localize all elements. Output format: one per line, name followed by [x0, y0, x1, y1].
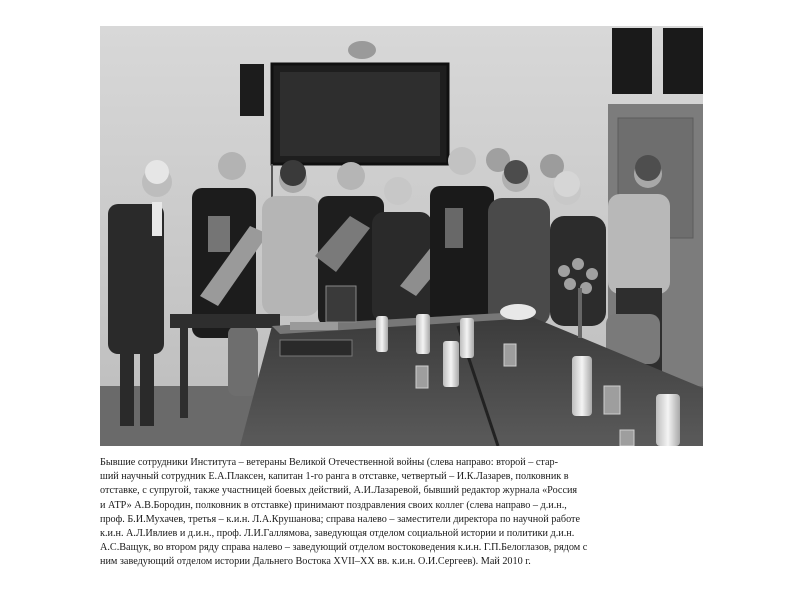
caption-line: и АТР» А.В.Бородин, полковник в отставке) принимают поздравления своих коллег (слева направо – д.и.н., [100, 499, 567, 511]
photo-caption [100, 456, 703, 570]
group-photograph [100, 26, 703, 446]
caption-line: ший научный сотрудник Е.А.Плаксен, капитан 1-го ранга в отставке, четвертый – И.К.Лазарев, полковник в [100, 471, 569, 483]
caption-line: А.С.Ващук, во втором ряду справа налево – заведующий отделом востоковедения к.и.н. Г.П.Белоглазов, рядом с [100, 542, 588, 554]
caption-line: Бывшие сотрудники Института – ветераны Великой Отечественной войны (слева направо: второй – стар- [100, 457, 559, 468]
caption-line: ним заведующий отделом истории Дальнего Востока XVII–XX вв. к.и.н. О.И.Сергеев). Май 2010 г. [100, 556, 531, 568]
caption-line: отставке, с супругой, также участницей боевых действий, А.И.Лазаревой, бывший редактор журнала «Россия [100, 485, 578, 497]
caption-line: проф. Б.И.Мухачев, третья – к.и.н. Л.А.Крушанова; справа налево – заместители директора по научной работе [100, 513, 581, 525]
caption-line: к.и.н. А.Л.Ивлиев и д.и.н., проф. Л.И.Галлямова, заведующая отделом социальной истории и политики д.и.н. [100, 528, 575, 540]
